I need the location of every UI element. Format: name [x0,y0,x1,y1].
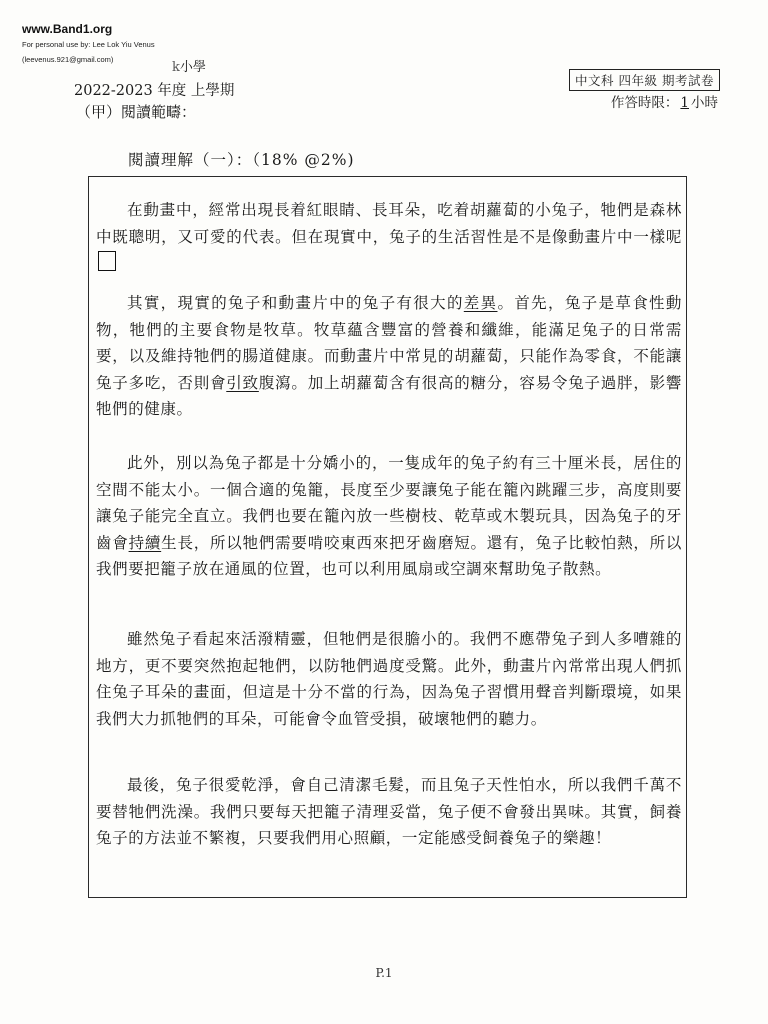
exam-label-box: 中文科 四年級 期考試卷 [569,69,720,91]
school-fragment: k [172,60,180,75]
watermark-site: www.Band1.org [22,22,113,36]
academic-year: 2022-2023 年度 上學期 [74,83,235,99]
time-limit [611,91,718,111]
paragraph-2-text-a: 其實，現實的兔子和動畫片中的兔子有很大的 [127,294,464,312]
underlined-word-continuous: 持續 [128,533,162,552]
paragraph-1-text: 在動畫中，經常出現長着紅眼睛、長耳朵，吃着胡蘿蔔的小兔子，牠們是森林中既聰明，又可愛的代表。但在現實中，兔子的生活習性是不是像動畫片中一樣呢 [96,201,682,246]
section-title: （甲）閱讀範疇： [76,103,197,121]
paragraph-2-text-b: 。首先，兔子是草食性動物，牠們的主要食物是牧草。牧草蘊含豐富的營養和纖維，能滿足兔子的日常需要，以及維持牠們的腸道健康。而動畫片中常見的胡蘿蔔，只能作為零食，不能讓兔子多吃，否則會 [96,294,682,392]
passage-paragraph-4: 雖然兔子看起來活潑精靈，但牠們是很膽小的。我們不應帶兔子到人多嘈雜的地方，更不要突然抱起牠們，以防牠們過度受驚。此外，動畫片內常常出現人們抓住兔子耳朵的畫面，但這是十分不當的行為，因為兔子習慣用聲音判斷環境，如果我們大力抓牠們的耳朵，可能會令血管受損，破壞牠們的聽力。 [96,630,682,728]
time-limit-value: 1 [680,95,689,111]
school-name [172,56,206,75]
paragraph-3-text-b: 生長，所以牠們需要啃咬東西來把牙齒磨短。還有，兔子比較怕熱，所以我們要把籠子放在通風的位置，也可以利用風扇或空調來幫助兔子散熱。 [96,533,683,578]
watermark-user: For personal use by: Lee Lok Yiu Venus [22,40,155,49]
passage-paragraph-2 [96,290,682,423]
reading-comprehension-title: 閱讀理解（一）：（18% @2%) [128,151,355,169]
punctuation-answer-box[interactable] [98,251,116,271]
underlined-word-differences: 差異 [463,294,498,312]
paragraph-3-text-a: 此外，別以為兔子都是十分嬌小的，一隻成年的兔子約有三十厘米長，居住的空間不能太小。一個合適的兔籠，長度至少要讓兔子能在籠內跳躍三步，高度則要讓兔子能完全直立。我們也要在籠內放一些樹枝、乾草或木製玩具，因為兔子的牙齒會 [96,454,682,552]
time-limit-label: 作答時限： [610,95,679,111]
underlined-word-cause: 引致 [226,373,259,392]
page-number: P.1 [375,966,393,980]
paragraph-2-text-c: 腹瀉。加上胡蘿蔔含有很高的糖分，容易令兔子過胖，影響牠們的健康。 [96,373,682,418]
passage-paragraph-5: 最後，兔子很愛乾淨，會自己清潔毛髮，而且兔子天性怕水，所以我們千萬不要替牠們洗澡。我們只要每天把籠子清理妥當，兔子便不會發出異味。其實，飼養兔子的方法並不繁複，只要我們用心照顧，一定能感受飼養兔子的樂趣！ [96,776,682,847]
school-name-text: 小學 [179,60,206,75]
time-limit-unit: 小時 [691,95,718,111]
watermark-email: (leevenus.921@gmail.com) [22,55,114,64]
passage-paragraph-1 [96,197,682,277]
passage-paragraph-3 [96,450,682,583]
